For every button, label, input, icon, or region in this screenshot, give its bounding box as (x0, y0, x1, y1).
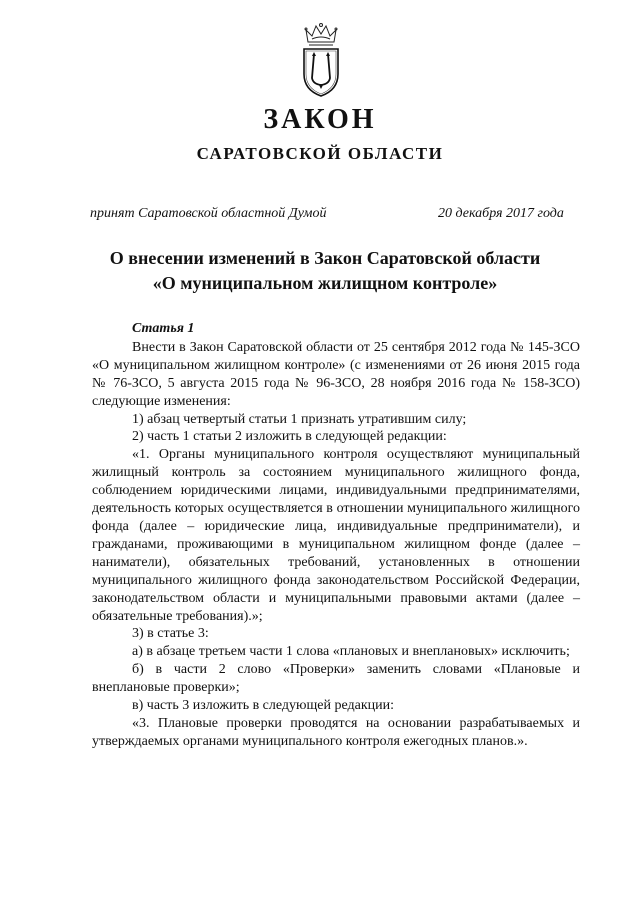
law-heading (60, 246, 590, 296)
region-title: САРАТОВСКОЙ ОБЛАСТИ (196, 144, 444, 163)
paragraph: «1. Органы муниципального контроля осуществляют муниципальный жилищный контроль за состоянием муниципального жилищного фонда, соблюдением юридическими лицами, индивидуальными предпринимателями, деятельность которых осуществляется в отношении муниципального жилищного фонда (далее – юридические лица, индивидуальные предприниматели), и гражданами, проживающими в муниципальном жилищном фонде (далее – наниматели), обязательных требований, установленных в отношении муниципального жилищного фонда законодательством Российской Федерации, законодательством области и муниципальными правовыми актами (далее – обязательные требования).»; (92, 447, 580, 624)
article-body (92, 320, 580, 751)
paragraph: 2) часть 1 статьи 2 изложить в следующей редакции: (132, 429, 447, 445)
adopted-by: принят Саратовской областной Думой (90, 206, 327, 221)
law-title: ЗАКОН (263, 104, 377, 135)
paragraph: 1) абзац четвертый статьи 1 признать утратившим силу; (132, 411, 467, 427)
paragraph: 3) в статье 3: (132, 626, 209, 642)
law-heading-line-2: «О муниципальном жилищном контроле» (152, 273, 498, 293)
paragraph: а) в абзаце третьем части 1 слова «плановых и внеплановых» исключить; (132, 644, 570, 660)
paragraph: «3. Плановые проверки проводятся на основании разрабатываемых и утверждаемых органами муниципального контроля ежегодных планов.». (92, 715, 580, 749)
law-heading-line-1: О внесении изменений в Закон Саратовской области (109, 248, 541, 268)
paragraph: в) часть 3 изложить в следующей редакции: (132, 698, 395, 714)
paragraph: б) в части 2 слово «Проверки» заменить словами «Плановые и внеплановые проверки»; (92, 662, 580, 696)
coat-of-arms-icon (300, 22, 342, 98)
paragraph: Внести в Закон Саратовской области от 25 сентября 2012 года № 145-ЗСО «О муниципальном жилищном контроле» (с изменениями от 26 июня 2015 года № 76-ЗСО, 5 августа 2015 года № 96-ЗСО, 28 ноября 2016 года № 158-ЗСО) следующие изменения: (92, 339, 580, 409)
article-label: Статья 1 (132, 321, 195, 336)
adoption-date: 20 декабря 2017 года (438, 206, 564, 221)
